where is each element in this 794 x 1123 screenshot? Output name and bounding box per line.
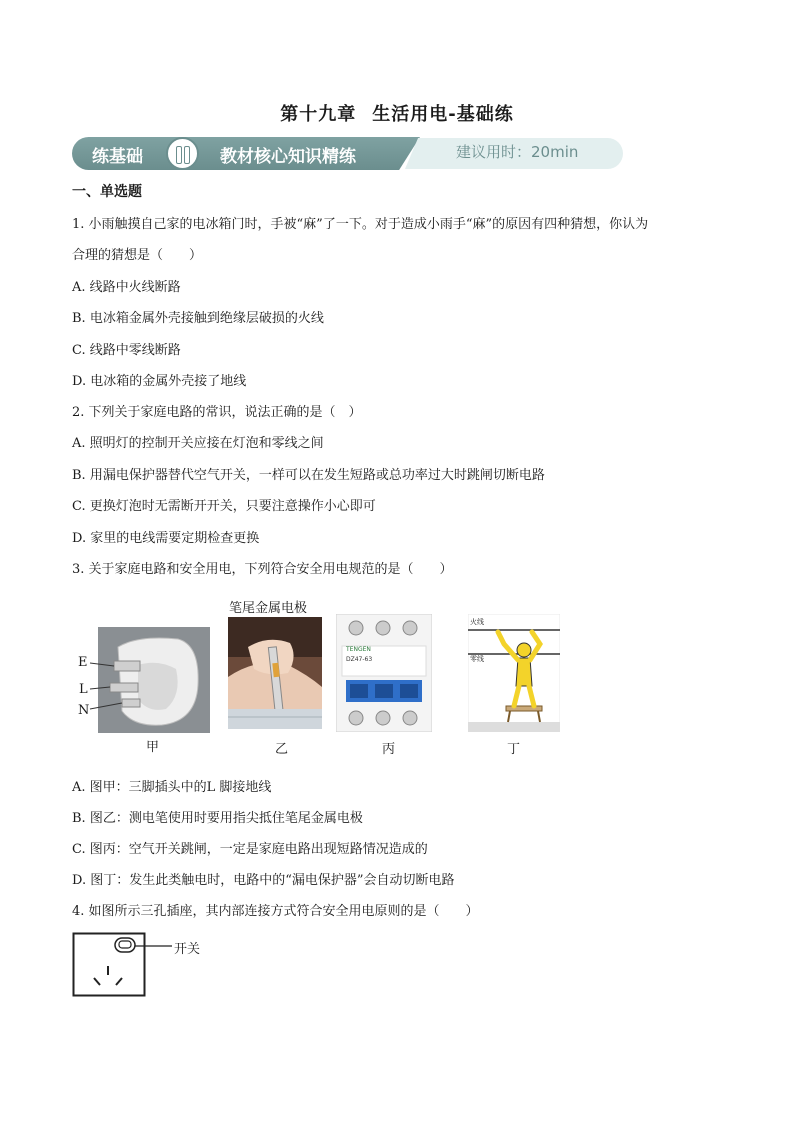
neutral-wire-label: 零线	[470, 655, 484, 663]
q2-option-c[interactable]: C. 更换灯泡时无需断开开关，只要注意操作小心即可	[72, 499, 376, 514]
plug-label-l: L	[79, 682, 88, 697]
figure-ding-electrocution	[468, 614, 560, 732]
q1-option-d[interactable]: D. 电冰箱的金属外壳接了地线	[72, 374, 247, 389]
air-breaker-photo	[336, 614, 432, 732]
breaker-brand: TENGEN	[346, 646, 371, 653]
switch-label: 开关	[174, 942, 201, 957]
caption-ding: 丁	[507, 742, 521, 757]
caption-yi: 乙	[275, 742, 289, 757]
q4-stem: 4. 如图所示三孔插座，其内部连接方式符合安全用电原则的是（ ）	[72, 904, 479, 919]
q1-option-a[interactable]: A. 线路中火线断路	[72, 280, 181, 295]
figure-socket	[72, 932, 212, 998]
breaker-model: DZ47-63	[346, 656, 373, 663]
q3-stem: 3. 关于家庭电路和安全用电，下列符合安全用电规范的是（ ）	[72, 562, 453, 577]
page-title	[0, 100, 794, 126]
q1-option-c[interactable]: C. 线路中零线断路	[72, 343, 181, 358]
banner-suggested-time: 建议用时：20min	[456, 143, 579, 161]
q3-option-c[interactable]: C. 图丙：空气开关跳闸，一定是家庭电路出现短路情况造成的	[72, 842, 428, 857]
live-wire-label: 火线	[470, 618, 484, 626]
q2-option-b[interactable]: B. 用漏电保护器替代空气开关，一样可以在发生短路或总功率过大时跳闸切断电路	[72, 468, 545, 483]
plug-label-n: N	[78, 703, 90, 718]
pencil-ruler-icon	[166, 137, 199, 170]
pen-electrode-label: 笔尾金属电极	[229, 601, 308, 616]
banner-label-core: 教材核心知识精练	[220, 147, 356, 167]
plug-label-e: E	[78, 655, 88, 670]
test-pen-photo	[228, 617, 322, 729]
q2-option-d[interactable]: D. 家里的电线需要定期检查更换	[72, 531, 260, 546]
chapter-title: 第十九章	[280, 104, 357, 125]
q1-option-b[interactable]: B. 电冰箱金属外壳接触到绝缘层破损的火线	[72, 311, 324, 326]
section-banner	[72, 137, 624, 170]
figure-yi-test-pen	[228, 617, 322, 729]
section-heading: 一、单选题	[72, 184, 142, 200]
caption-bing: 丙	[382, 742, 396, 757]
q1-stem-line1: 1. 小雨触摸自己家的电冰箱门时，手被“麻”了一下。对于造成小雨手“麻”的原因有四种猜想，你认为	[72, 217, 649, 232]
q1-stem-line2: 合理的猜想是（ ）	[72, 248, 203, 263]
plug-illustration	[78, 625, 210, 733]
caption-jia: 甲	[146, 740, 160, 755]
q2-option-a[interactable]: A. 照明灯的控制开关应接在灯泡和零线之间	[72, 436, 324, 451]
q3-option-d[interactable]: D. 图丁：发生此类触电时，电路中的“漏电保护器”会自动切断电路	[72, 873, 455, 888]
q3-option-a[interactable]: A. 图甲：三脚插头中的L 脚接地线	[72, 780, 272, 795]
banner-label-basic: 练基础	[92, 147, 143, 167]
figure-jia-plug	[78, 625, 210, 733]
q3-option-b[interactable]: B. 图乙：测电笔使用时要用指尖抵住笔尾金属电极	[72, 811, 363, 826]
chapter-subtitle: 生活用电-基础练	[372, 104, 514, 125]
figure-bing-breaker	[336, 614, 432, 732]
q2-stem: 2. 下列关于家庭电路的常识，说法正确的是（ ）	[72, 405, 362, 420]
electrocution-illustration	[468, 614, 560, 732]
